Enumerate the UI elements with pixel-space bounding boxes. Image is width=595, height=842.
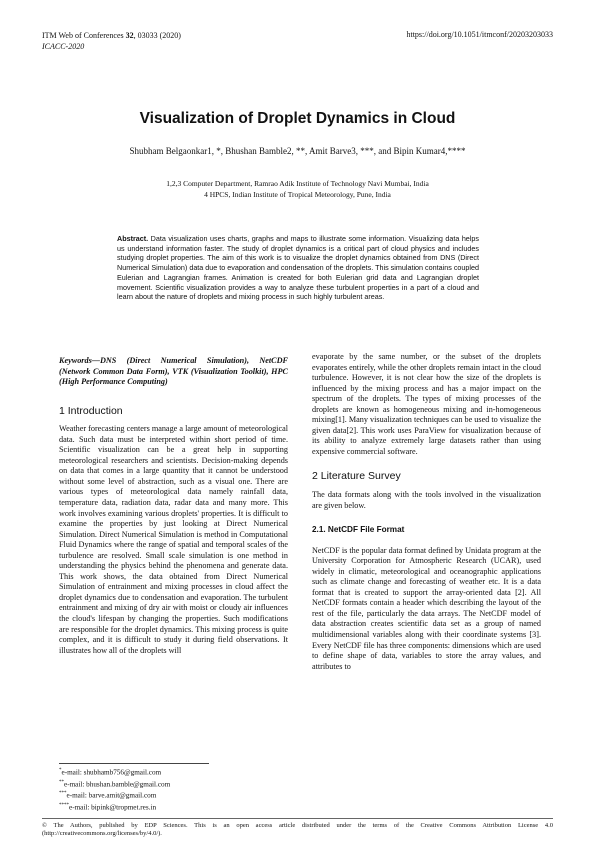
conference-name: ICACC-2020 <box>42 42 85 51</box>
author-list: Shubham Belgaonkar1, *, Bhushan Bamble2, **, Amit Barve3, ***, and Bipin Kumar4,**** <box>129 146 466 156</box>
abstract-label: Abstract. <box>117 234 149 243</box>
license-notice: © The Authors, published by EDP Sciences. This is an open access article distributed under the terms of the Creative Commons Attribution License 4.0 (http://creativecommons.org/licenses/by/4.0/). <box>42 822 553 838</box>
journal-citation: ITM Web of Conferences 32, 03033 (2020) <box>42 31 181 40</box>
abstract <box>117 234 479 302</box>
netcdf-paragraph: NetCDF is the popular data format defined by Unidata program at the University Corporation for Atmospheric Research (UCAR), used widely in climatic, meteorological and oceanographic applications such as climate change and forecasting of weather etc. It is a data format that is created to support the array-oriented data [2]. All NetCDF formats contain a header which describing the layout of the rest of the file, particularly the data arrays. The NetCDF model of data abstraction creates scientific data set as a group of named multidimensional variables along with their coordinate systems [3]. Every NetCDF file has three components: dimensions which are used to define shape of data, variables to store the array values, and attributes to <box>312 545 541 671</box>
doi-link[interactable]: https://doi.org/10.1051/itmconf/20203203033 <box>406 30 553 39</box>
footnote-email: ****e-mail: bipink@tropmet.res.in <box>59 803 157 812</box>
introduction-continued: evaporate by the same number, or the subset of the droplets evaporates entirely, while the other droplets remain intact in the cloud turbulence. However, it is not clear how the size of the droplets is influenced by the mixing process and has a major impact on the spectrum of the droplets. The types of mixing processes of the droplets are known as homogeneous mixing and in-homogeneous mixing[1]. Many visualization techniques can be used to visualize the given data[2]. This work uses ParaView for visualization because of its ability to analyze extremely large datasets rather than using expensive commercial software. <box>312 352 541 456</box>
journal-volume: 32 <box>125 31 134 40</box>
paper-title: Visualization of Droplet Dynamics in Cloud <box>139 110 456 127</box>
affiliations <box>0 178 595 200</box>
running-header-left <box>42 30 181 52</box>
abstract-text: Data visualization uses charts, graphs and maps to illustrate some information. Visualizing data helps us understand information faster. The study of droplet dynamics is a critical part of cloud physics and includes studying droplet properties. The aim of this work is to visualize the droplet dynamics obtained from DNS (Direct Numerical Simulation) data due to evaporation and condensation of the droplets. This simulation contains coupled Eulerian and Lagrangian frames. Animation is created for both Eulerian grid data and Lagrangian droplet movement. Scientific visualization provides a way to analyze these turbulent properties in a part of a cloud and learn about the nature of droplets and mixing process in such highly turbulent areas. <box>117 234 479 302</box>
footnote-email: ***e-mail: barve.amit@gmail.com <box>59 791 157 800</box>
footnotes <box>59 766 170 813</box>
section-heading-literature-survey: 2 Literature Survey <box>312 470 401 483</box>
left-column <box>59 356 288 656</box>
footnote-divider <box>59 763 209 764</box>
footnote-email: **e-mail: bhushan.bamble@gmail.com <box>59 779 171 789</box>
license-divider <box>42 818 553 819</box>
affiliation-2: 4 HPCS, Indian Institute of Tropical Meteorology, Pune, India <box>204 190 391 199</box>
keywords: Keywords—DNS (Direct Numerical Simulation), NetCDF (Network Common Data Form), VTK (Visualization Toolkit), HPC (High Performance Computing) <box>59 356 288 387</box>
affiliation-1: 1,2,3 Computer Department, Ramrao Adik Institute of Technology Navi Mumbai, India <box>166 179 429 188</box>
introduction-paragraph: Weather forecasting centers manage a large amount of meteorological data. Such data must be interpreted within short period of time. Scientific visualization can be a great help in supporting meteorological researchers and scientists. Decision-making depends on data that comes in a large quantity that it cannot be understood without some level of abstraction, such as a visual one. There are various types of meteorological data namely rainfall data, temperature data, radiation data, radar data and many more. This work involves examining various droplets' properties. It is difficult to examine the properties by just looking at Direct Numerical Simulation. Direct Numerical Simulation is method in Computational Fluid Dynamics where the range of spatial and temporal scales of the turbulence are resolved. Small scale simulation is one method in understanding the physics behind the phenomena and generate data. This work shows, the data obtained from Direct Numerical Simulation of entrainment and mixing processes in cloud affect the droplet dynamics due to condensation and evaporation. The turbulent entrainment and mixing of dry air with moist or cloudy air influences the cloud's lifespan by changing the properties. Such modifications are responsible for the droplet dynamics. This mixing process is quite complex, and it is difficult to study it during field observations. It illustrates how all of the droplets will <box>59 424 288 655</box>
section-heading-introduction: 1 Introduction <box>59 404 123 417</box>
right-column <box>312 352 541 672</box>
subsection-heading-netcdf: 2.1. NetCDF File Format <box>312 525 405 535</box>
literature-survey-paragraph: The data formats along with the tools involved in the visualization are given below. <box>312 490 541 510</box>
footnote-email: *e-mail: shubhamb756@gmail.com <box>59 768 162 777</box>
